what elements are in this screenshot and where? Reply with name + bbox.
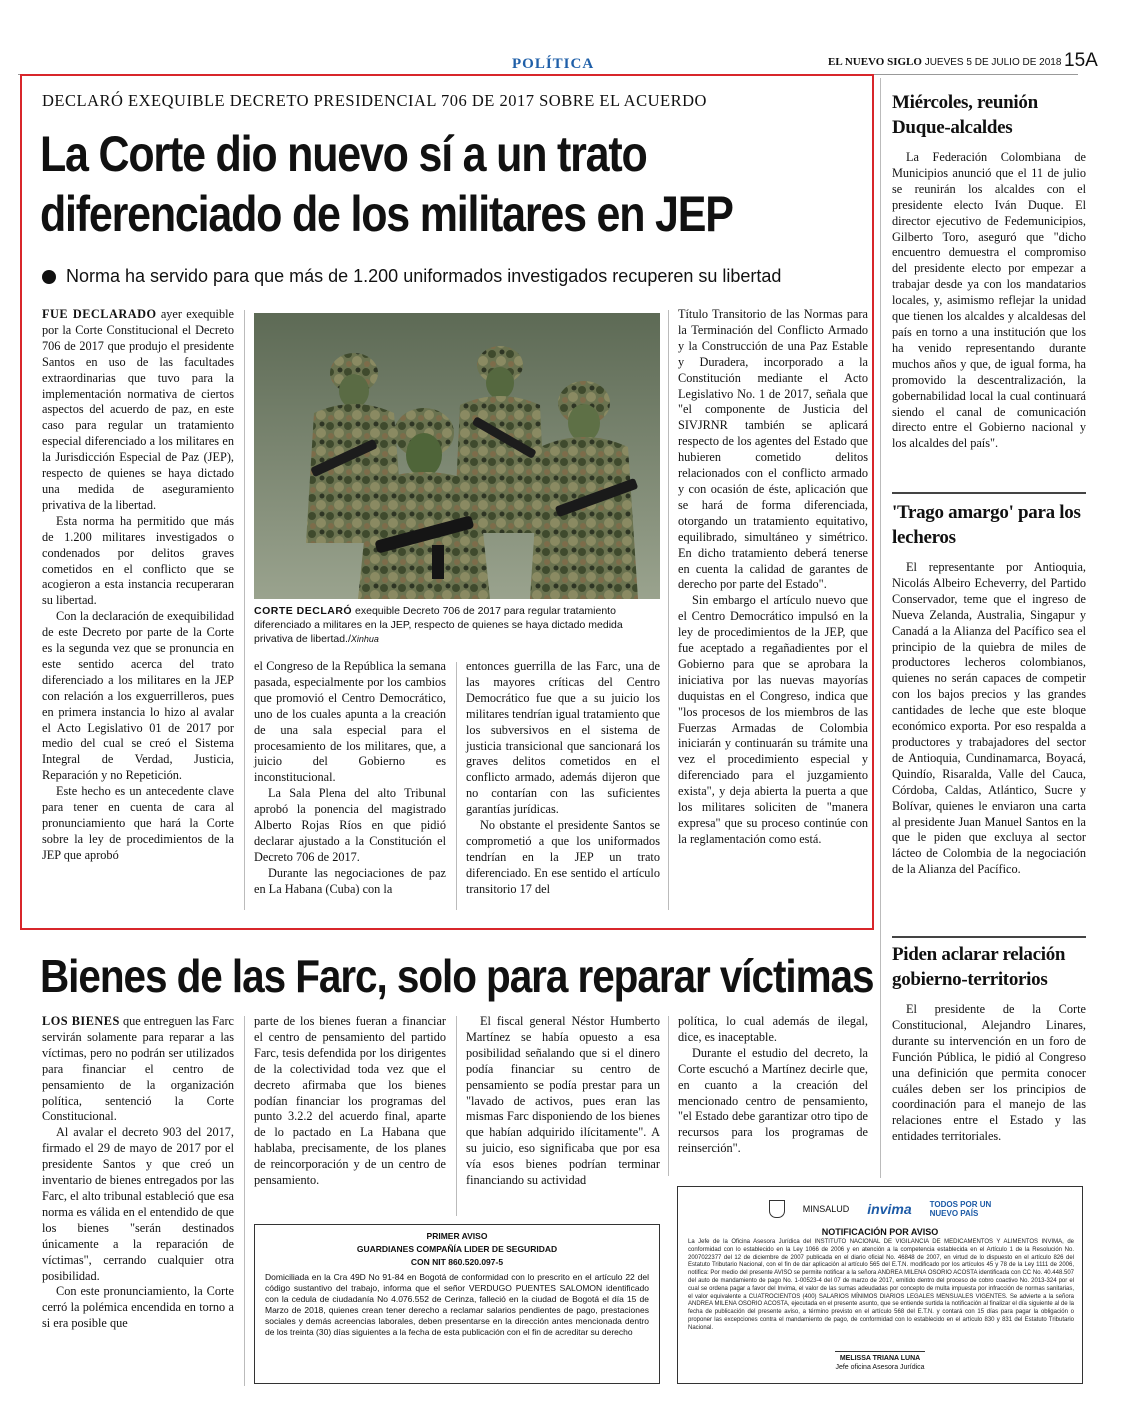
brief-title: Piden aclarar relación gobierno-territorios	[892, 944, 1066, 990]
notice-title: NOTIFICACIÓN POR AVISO	[821, 1227, 939, 1237]
brief-text: El representante por Antioquia, Nicolás Albeiro Echeverry, del Partido Conservador, teme que el ingreso de Nueva Zelanda, Australia, Singapur y Canadá a la Alianza del Pacífico sea el principio de la quiebra de miles de productores lecheros colombianos, quienes no serán capaces de competir con los bajos precios y las grandes cantidades de leche que este bloque económico exporta. Por eso respalda a productores y trabajadores del sector de Antioquia, Cundinamarca, Boyacá, Quindío, Risaralda, Valle del Cauca, Córdoba, Caldas, Atlántico, Sucre y Bolívar, quienes le enviaron una carta al presidente Juan Manuel Santos en la que le piden que excluya al sector lácteo de Colombia de la negociación de la Alianza del Pacífico.	[892, 560, 1086, 877]
sidebar-brief-3	[892, 942, 1086, 1145]
paragraph: Esta norma ha permitido que más de 1.200 militares investigados o condenados por delitos graves cometidos en el conflicto que se acogieron a esta instancia recuperaran su libertad.	[42, 513, 234, 608]
paragraph: Durante el estudio del decreto, la Corte escuchó a Martínez decirle que, en cuanto a la creación del mencionado centro de pensamiento, "el Estado debe garantizar otro tipo de recursos para los programas de reinserción".	[678, 1045, 868, 1156]
article-column-4	[678, 307, 868, 848]
nuevo-pais-logo	[930, 1200, 992, 1218]
sidebar-brief-2	[892, 500, 1086, 878]
paragraph: Al avalar el decreto 903 del 2017, firmado el 29 de mayo de 2017 por el presidente Santos y que creó un inventario de bienes entregados por las Farc, el alto tribunal estableció que esa norma es válida en el entendido de que los bienes "serán destinados únicamente a la reparación de víctimas", cerrando cualquier otra posibilidad.	[42, 1125, 234, 1283]
article-kicker: DECLARÓ EXEQUIBLE DECRETO PRESIDENCIAL 706 DE 2017 SOBRE EL ACUERDO	[42, 91, 707, 110]
column-divider	[668, 1016, 669, 1176]
second-column-2	[254, 1014, 446, 1189]
column-divider	[244, 310, 245, 910]
paragraph: política, lo cual además de ilegal, dice, es inaceptable.	[678, 1014, 868, 1044]
paragraph-text: ayer exequible por la Corte Constitucional el Decreto 706 de 2017 que produjo el presidente Santos en uso de las facultades extraordinarias que tuvo para la implementación normativa de ciertos aspectos del acuerdo de paz, en este caso para regular un tratamiento especial diferenciado a los militares en la Jurisdicción Especial de Paz (JEP), respecto de quienes se haya dictado una medida de aseguramiento privativa de la libertad.	[42, 307, 234, 512]
brief-text: La Federación Colombiana de Municipios anunció que el 11 de julio se reunirán los alcaldes con el presidente electo Iván Duque. El director ejecutivo de Fedemunicipios, Gilberto Toro, aseguró que "dicho encuentro demuestra el compromiso del presidente electo por empezar a trabajar desde ya con los mandatarios locales, y, asimismo reflejar la unidad que tienen los alcaldes y alcaldesas del país en torno a una institución que los ha venido representando durante muchos años y que, de igual forma, ha promovido la descentralización, la gobernabilidad local la cual continuará siendo el canal de comunicación directo entre el Gobierno nacional y los alcaldes del país".	[892, 150, 1086, 451]
paragraph: El fiscal general Néstor Humberto Martínez se había opuesto a esa posibilidad señalando que si el dinero podía financiar su centro de pensamiento se podía prestar para un "lavado de activos, pues eran las mismas Farc disponiendo de los bienes que habían adquirido ilícitamente". A su juicio, eso significaba que por esa vía esos bienes podrían terminar financiando su actividad	[466, 1014, 660, 1188]
article-column-2	[254, 659, 446, 898]
paragraph: Durante las negociaciones de paz en La Habana (Cuba) con la	[254, 865, 446, 896]
paragraph: entonces guerrilla de las Farc, una de las mayores críticas del Centro Democrático fue que a su juicio los militares tendrían igual tratamiento que los subversivos en el sistema de justicia transicional que sancionará los graves delitos cometidos en el conflicto armado, además dijeron que no contarían con las suficientes garantías jurídicas.	[466, 659, 660, 817]
photo-credit: Xinhua	[350, 634, 379, 644]
notice-nit: CON NIT 860.520.097-5	[410, 1257, 504, 1267]
notice-logos	[678, 1195, 1082, 1223]
caption-text: exequible Decreto 706 de 2017 para regular tratamiento diferenciado a militares en la JEP, respecto de quienes se haya dictado medida privativa de libertad./	[254, 605, 623, 645]
headline-line-1: La Corte dio nuevo sí a un trato	[40, 126, 647, 182]
logo-text: NUEVO PAÍS	[929, 1209, 979, 1218]
signer-name: MELISSA TRIANA LUNA	[839, 1355, 921, 1362]
soldiers-photo	[254, 313, 660, 599]
notice-title: PRIMER AVISO	[426, 1231, 488, 1241]
paragraph: el Congreso de la República la semana pasada, especialmente por los cambios que promovió el Centro Democrático, uno de los cuales apunta a la creación de una sala especial para el procesamiento de los militares, que, a juicio del Gobierno es inconstitucional.	[254, 659, 446, 785]
section-label: POLÍTICA	[512, 56, 595, 72]
headline-line-2: diferenciado de los militares en JEP	[40, 186, 733, 242]
brief-title: 'Trago amargo' para los lecheros	[892, 502, 1081, 548]
column-divider	[456, 1016, 457, 1216]
second-headline: Bienes de las Farc, solo para reparar víctimas	[40, 950, 874, 1002]
brief-title: Miércoles, reunión Duque-alcaldes	[892, 92, 1038, 138]
signer-role: Jefe oficina Asesora Jurídica	[835, 1364, 925, 1371]
paragraph: parte de los bienes fueran a financiar el centro de pensamiento del partido Farc, tesis defendida por los dirigentes de la colectividad toda vez que el decreto afirmaba que los bienes podían financiar los programas del punto 3.2.2 del acuerdo final, aparte de lo pactado en La Habana que hablaba, precisamente, de los planes de reincorporación y de un centro de pensamiento.	[254, 1014, 446, 1188]
signature-line	[835, 1351, 925, 1352]
sidebar-divider	[880, 78, 881, 1178]
sidebar-rule	[892, 936, 1086, 938]
column-divider	[668, 310, 669, 910]
lead-word: FUE DECLARADO	[42, 307, 157, 321]
article-column-1	[42, 307, 234, 864]
notice-company: GUARDIANES COMPAÑÍA LIDER DE SEGURIDAD	[356, 1244, 558, 1254]
article-headline	[40, 124, 754, 244]
lead-word: LOS BIENES	[42, 1014, 120, 1028]
paragraph: Con este pronunciamiento, la Corte cerró la polémica encendida en torno a si era posible que	[42, 1284, 234, 1331]
paragraph	[42, 1014, 234, 1125]
column-divider	[244, 1016, 245, 1386]
notice-body: Domiciliada en la Cra 49D No 91-84 en Bogotá de conformidad con lo prescrito en el artículo 22 del código sustantivo del trabajo, informa que el señor VERDUGO PUENTES SALOMON identificado con la cedula de ciudadanía No 4.076.552 de Cerinza, falleció en la ciudad de Bogotá el día 15 de Marzo de 2018, quienes crean tener derecho a reclamar salarios pendientes de pago, prestaciones sociales y demás acreencias laborales, deben presentarse en la dirección antes mencionada dentro de los treinta (30) días siguientes a la fecha de esta publicación con el fin de acreditar su derecho	[265, 1272, 649, 1337]
paragraph: Título Transitorio de las Normas para la Terminación del Conflicto Armado y la Construcción de una Paz Estable y Duradera, incorporado a la Constitución mediante el Acto Legislativo No. 1 de 2017, señala que "el componente de Justicia del SIVJRNR también se aplicará respecto de los agentes del Estado que hubieren cometido delitos relacionados con el conflicto armado y con ocasión de éste, aplicación que se hará de forma diferenciada, otorgando un tratamiento equitativo, equilibrado, simultáneo y simétrico. En dicho tratamiento deberá tenerse en cuenta la calidad de garantes de derecho por parte del Estado".	[678, 307, 868, 592]
bullet-icon	[42, 270, 56, 284]
issue-date: JUEVES 5 DE JULIO DE 2018	[924, 57, 1062, 68]
subhead-text: Norma ha servido para que más de 1.200 uniformados investigados recuperen su libertad	[66, 266, 782, 286]
paragraph: No obstante el presidente Santos se comprometió a que los uniformados tendrían en la JEP un trato diferenciado. En ese sentido el artículo transitorio 17 del	[466, 818, 660, 896]
paragraph	[42, 307, 234, 514]
second-column-4	[678, 1014, 868, 1157]
notice-body: La Jefe de la Oficina Asesora Jurídica del INSTITUTO NACIONAL DE VIGILANCIA DE MEDICAMENTOS Y ALIMENTOS INVIMA, de conformidad con lo establecido en la Ley 1066 de 2006 y en atención a la competencia establecida en el Artículo 1 de la Resolución No. 2007022377 del 12 de diciembre de 2007 publicada en el diario oficial No. 46848 de 2007, en virtud de lo dispuesto en el artículo 826 del Estatuto Tributario Nacional, con el fin de dar aplicación al artículo 565 del E.T.N. modificado por los artículos 45 y 78 de la Ley 1111 de 2006, notifica: Por medio del presente AVISO se permite notificar a la señora ANDREA MILENA OSORIO ACOSTA identificada con CC No. 40.448.507 del auto de mandamiento de pago No. 1-00523-4 del 07 de marzo de 2017, emitido dentro del proceso de cobro coactivo No. 2013-324 por el cual se ordena pagar a favor del Invima, el valor de las sumas adeudadas por concepto de multa impuesta por infracción de normas sanitarias, el valor equivalente a CUATROCIENTOS (400) SALARIOS MÍNIMOS DIARIOS LEGALES MENSUALES VIGENTES. Se advierte a la señora ANDREA MILENA OSORIO ACOSTA, ejecutada en el presente asunto, que se entiende surtida la notificación al finalizar el día siguiente al de la fecha de publicación del presente aviso, a término previsto en el artículo 568 del E.T.N. y contará con 15 días para pagar la obligación o proponer las excepciones contra el mandamiento de pago, de conformidad con lo establecido en el artículo 830 y 831 del Estatuto Tributario Nacional.	[688, 1239, 1074, 1331]
second-column-3	[466, 1014, 660, 1189]
article-column-3	[466, 659, 660, 898]
second-column-1	[42, 1014, 234, 1332]
minsalud-logo: MINSALUD	[802, 1204, 850, 1214]
paper-name: EL NUEVO SIGLO	[828, 56, 922, 68]
article-subhead	[42, 266, 781, 287]
paragraph-text: que entreguen las Farc servirán solamente para reparar a las víctimas, pero no podrán ser utilizados para financiar el centro de pensamiento de la organización política, sentenció la Corte Constitucional.	[42, 1014, 234, 1124]
sidebar-rule	[892, 492, 1086, 494]
signature-block	[678, 1351, 1082, 1372]
sidebar-brief-1	[892, 90, 1086, 452]
legal-notice-guardianes	[254, 1224, 660, 1384]
masthead	[828, 56, 1061, 68]
legal-notice-invima	[677, 1186, 1083, 1384]
paragraph: Este hecho es un antecedente clave para tener en cuenta de cara al pronunciamiento que hará la Corte sobre la ley de procedimientos de la JEP que aprobó	[42, 784, 234, 862]
logo-text: TODOS POR UN	[929, 1200, 992, 1209]
caption-lead: CORTE DECLARÓ	[254, 605, 353, 617]
page-number: 15A	[1064, 50, 1098, 71]
photo-caption	[254, 604, 658, 646]
column-divider	[456, 662, 457, 910]
invima-logo: invima	[867, 1201, 912, 1217]
paragraph: La Sala Plena del alto Tribunal aprobó la ponencia del magistrado Alberto Rojas Ríos en que pidió declarar ajustado a la Constitución el Decreto 706 de 2017.	[254, 786, 446, 864]
paragraph: Sin embargo el artículo nuevo que el Centro Democrático impulsó en la ley de procedimientos de la JEP, que fue aceptado a regañadientes por el Gobierno para que se aprobara la iniciativa por las nuevas mayorías duquistas en el Congreso, indica que "los procesos de los miembros de las Fuerzas Armadas de Colombia iniciarán y continuarán su trámite una vez el procedimiento especial y diferenciado para el juzgamiento exista", y deja abierta la puerta a que los militares soliciten de "manera expresa" que su proceso continúe con la reglamentación como está.	[678, 593, 868, 846]
brief-text: El presidente de la Corte Constitucional, Alejandro Linares, durante su intervención en un foro de Función Pública, le pidió al Congreso una definición que permita conocer cuáles deben ser los principios de coordinación para el manejo de las relaciones entre el Estado y las entidades territoriales.	[892, 1002, 1086, 1144]
coat-of-arms-icon	[769, 1200, 785, 1218]
paragraph: Con la declaración de exequibilidad de este Decreto por parte de la Corte es la segunda vez que se pronuncia en este sentido acerca del trato diferenciado a los militares en la JEP con relación a los exguerrilleros, pues en primera instancia lo hizo al avalar el Acto Legislativo 01 de 2017 por medio del cual se creó el Sistema Integral de Verdad, Justicia, Reparación y no Repetición.	[42, 609, 234, 783]
